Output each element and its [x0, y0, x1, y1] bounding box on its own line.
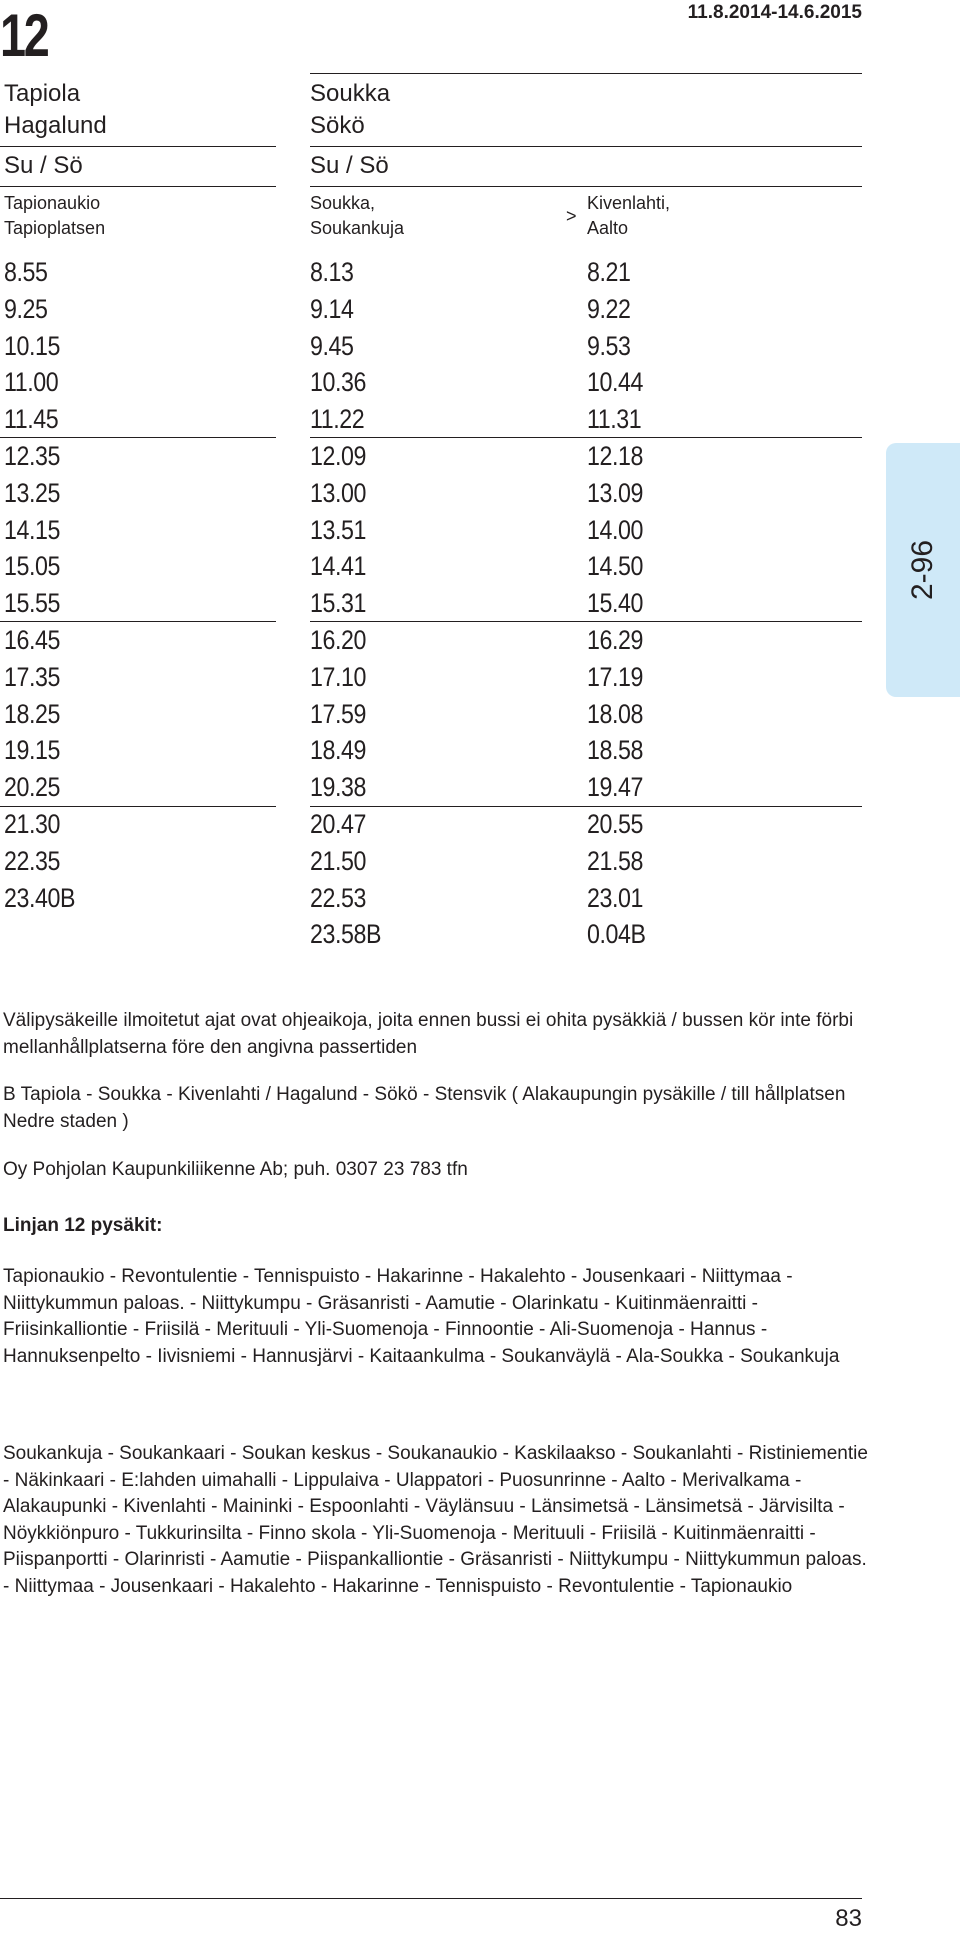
departure-time-text: 19.47 [587, 772, 643, 803]
stop-name-aalto: Aalto [587, 218, 629, 238]
departure-time [310, 548, 393, 585]
row-group-divider [310, 437, 862, 438]
departure-time [310, 916, 393, 953]
divider [310, 186, 862, 187]
departure-time [4, 512, 87, 549]
departure-time-text: 21.30 [4, 808, 60, 839]
departure-time-text: 18.08 [587, 698, 643, 729]
departure-time [587, 512, 655, 549]
departure-time-text: 12.18 [587, 440, 643, 471]
departure-time [587, 696, 655, 733]
destination-fi-tapiola: Tapiola [4, 80, 81, 107]
departure-time [4, 622, 87, 659]
departure-time [310, 585, 393, 622]
departure-time-text: 10.44 [587, 367, 643, 398]
departure-time-text: 12.35 [4, 440, 60, 471]
departure-time-text: 21.58 [587, 845, 643, 876]
departure-time-text: 10.36 [310, 367, 366, 398]
page-number: 83 [835, 1905, 862, 1932]
departure-time-text: 13.09 [587, 477, 643, 508]
departure-time-text: 19.15 [4, 735, 60, 766]
stop-name-tapioplatsen: Tapioplatsen [4, 218, 106, 238]
departure-time-text: 12.09 [310, 440, 366, 471]
header-divider [310, 73, 862, 74]
departure-time-text: 19.38 [310, 772, 366, 803]
departure-time-text: 18.25 [4, 698, 60, 729]
departure-time [310, 512, 393, 549]
departure-time-text: 18.58 [587, 735, 643, 766]
row-group-divider [0, 621, 276, 622]
departure-time-text: 11.31 [587, 404, 642, 435]
departure-time-text: 9.53 [587, 330, 631, 361]
departure-time [587, 401, 655, 438]
departure-time-text: 23.01 [587, 882, 643, 913]
departure-time-text: 11.22 [310, 404, 365, 435]
departure-time-text: 15.55 [4, 588, 60, 619]
departure-time-text: 13.25 [4, 477, 60, 508]
departure-time-text: 9.45 [310, 330, 354, 361]
stop-name-soukankuja: Soukankuja [310, 218, 405, 238]
route-number: 12 [0, 2, 48, 69]
departure-time-text: 11.00 [4, 367, 59, 398]
row-group-divider [310, 621, 862, 622]
departure-time [587, 585, 655, 622]
departure-time-text: 18.49 [310, 735, 366, 766]
departure-time-text: 14.15 [4, 514, 60, 545]
destination-sv-soko: Sökö [310, 112, 365, 139]
departure-time-text: 20.25 [4, 772, 60, 803]
departure-time-text: 20.47 [310, 808, 366, 839]
departure-time [587, 806, 655, 843]
stop-name-tapionaukio: Tapionaukio [4, 193, 101, 213]
side-tab [886, 443, 960, 697]
departure-time [587, 548, 655, 585]
departure-time-text: 16.20 [310, 624, 366, 655]
departure-time-text: 22.53 [310, 882, 366, 913]
departure-time [587, 328, 655, 365]
departure-time-text: 11.45 [4, 404, 59, 435]
departure-time [587, 364, 655, 401]
departure-time-text: 22.35 [4, 845, 60, 876]
departure-time-text: 23.58B [310, 919, 382, 950]
departure-time-text: 10.15 [4, 330, 60, 361]
departure-time [587, 843, 655, 880]
b-note: B Tapiola - Soukka - Kivenlahti / Hagalund - Sökö - Stensvik ( Alakaupungin pysäkille / till hållplatsen Nedre staden ) [3, 1084, 846, 1132]
direction-arrow: > [566, 206, 577, 226]
departure-time [4, 328, 87, 365]
departure-time-text: 17.35 [4, 661, 60, 692]
departure-time [4, 696, 87, 733]
departure-time-text: 14.00 [587, 514, 643, 545]
divider [0, 186, 276, 187]
departure-time [4, 364, 87, 401]
footer-divider [0, 1898, 862, 1899]
departure-time-text: 9.14 [310, 293, 354, 324]
departure-time [310, 254, 393, 291]
departure-time-text: 8.55 [4, 257, 48, 287]
departure-time [4, 732, 87, 769]
departure-time-text: 8.21 [587, 257, 631, 287]
departure-time [310, 328, 393, 365]
departure-time-text: 17.59 [310, 698, 366, 729]
stop-name-soukka: Soukka, [310, 193, 376, 213]
departure-time [310, 769, 393, 806]
departure-time-text: 15.31 [310, 588, 366, 619]
stops-list-direction-1: Tapionaukio - Revontulentie - Tennispuisto - Hakarinne - Hakalehto - Jousenkaari - Niittymaa - Niittykummun paloas. - Niittykumpu - Gräsanristi - Aamutie - Olarinkatu - Kuitinmäenraitti - Friisinkalliontie - Friisilä - Merituuli - Yli-Suomenoja - Finnoontie - Ali-Suomenoja - Hannus - Hannuksenpelto - Iivisniemi - Hannusjärvi - Kaitaankulma - Soukanväylä - Ala-Soukka - Soukankuja [3, 1266, 840, 1367]
day-label-soukka: Su / Sö [310, 152, 389, 179]
stops-heading: Linjan 12 pysäkit: [3, 1215, 163, 1236]
departure-time [310, 364, 393, 401]
departure-time [310, 622, 393, 659]
departure-time-text: 8.13 [310, 257, 354, 287]
departure-time [587, 916, 655, 953]
row-group-divider [0, 437, 276, 438]
departure-time [587, 291, 655, 328]
destination-fi-soukka: Soukka [310, 80, 391, 107]
departure-time [587, 438, 655, 475]
departure-time [310, 291, 393, 328]
departure-time [310, 732, 393, 769]
departure-time-text: 14.50 [587, 551, 643, 582]
divider [310, 146, 862, 147]
row-group-divider [310, 806, 862, 807]
stop-name-kivenlahti: Kivenlahti, [587, 193, 671, 213]
side-tab-label: 2-96 [905, 539, 939, 601]
times-column-tapiola [4, 254, 87, 916]
departure-time-text: 21.50 [310, 845, 366, 876]
departure-time [4, 806, 87, 843]
departure-time [4, 585, 87, 622]
departure-time-text: 0.04B [587, 919, 646, 950]
departure-time [4, 659, 87, 696]
departure-time [310, 843, 393, 880]
times-column-soukka [310, 254, 393, 953]
departure-time [310, 806, 393, 843]
times-column-kivenlahti [587, 254, 655, 953]
departure-time-text: 9.25 [4, 293, 48, 324]
departure-time-text: 16.29 [587, 624, 643, 655]
departure-time [587, 622, 655, 659]
departure-time [310, 659, 393, 696]
departure-time [587, 769, 655, 806]
departure-time-text: 15.40 [587, 588, 643, 619]
validity-period: 11.8.2014-14.6.2015 [687, 2, 862, 23]
departure-time-text: 20.55 [587, 808, 643, 839]
departure-time [4, 291, 87, 328]
departure-time-text: 9.22 [587, 293, 631, 324]
departure-time [587, 880, 655, 917]
departure-time-text: 23.40B [4, 882, 76, 913]
departure-time [4, 880, 87, 917]
row-group-divider [0, 806, 276, 807]
departure-time-text: 17.10 [310, 661, 366, 692]
departure-time [587, 659, 655, 696]
departure-time [587, 475, 655, 512]
departure-time [310, 438, 393, 475]
departure-time [587, 254, 655, 291]
stops-list-direction-2: Soukankuja - Soukankaari - Soukan keskus - Soukanaukio - Kaskilaakso - Soukanlahti - Ristiniementie - Näkinkaari - E:lahden uimahalli - Lippulaiva - Ulappatori - Puosunrinne - Aalto - Merivalkama - Alakaupunki - Kivenlahti - Maininki - Espoonlahti - Väylänsuu - Länsimetsä - Länsimetsä - Järvisilta - Nöykkiönpuro - Tukkurinsilta - Finno skola - Yli-Suomenoja - Merituuli - Friisilä - Kuitinmäenraitti - Piispanportti - Olarinristi - Aamutie - Piispankalliontie - Gräsanristi - Niittykumpu - Niittykummun paloas. - Niittymaa - Jousenkaari - Hakalehto - Hakarinne - Tennispuisto - Revontulentie - Tapionaukio [3, 1443, 868, 1597]
departure-time [4, 401, 87, 438]
departure-time [587, 732, 655, 769]
operator-info: Oy Pohjolan Kaupunkiliikenne Ab; puh. 0307 23 783 tfn [3, 1159, 468, 1180]
departure-time-text: 13.00 [310, 477, 366, 508]
departure-time [310, 401, 393, 438]
departure-time [4, 548, 87, 585]
departure-time [4, 254, 87, 291]
departure-time [310, 475, 393, 512]
departure-time-text: 17.19 [587, 661, 643, 692]
day-label-tapiola: Su / Sö [4, 152, 83, 179]
divider [0, 146, 276, 147]
destination-sv-hagalund: Hagalund [4, 112, 107, 139]
timing-note: Välipysäkeille ilmoitetut ajat ovat ohjeaikoja, joita ennen bussi ei ohita pysäkkiä / bussen kör inte förbi mellanhållplatserna före den angivna passertiden [3, 1010, 854, 1058]
departure-time-text: 14.41 [310, 551, 366, 582]
departure-time [4, 438, 87, 475]
departure-time [4, 475, 87, 512]
departure-time-text: 13.51 [310, 514, 366, 545]
departure-time [310, 696, 393, 733]
departure-time-text: 16.45 [4, 624, 60, 655]
departure-time [4, 843, 87, 880]
departure-time-text: 15.05 [4, 551, 60, 582]
departure-time [310, 880, 393, 917]
departure-time [4, 769, 87, 806]
